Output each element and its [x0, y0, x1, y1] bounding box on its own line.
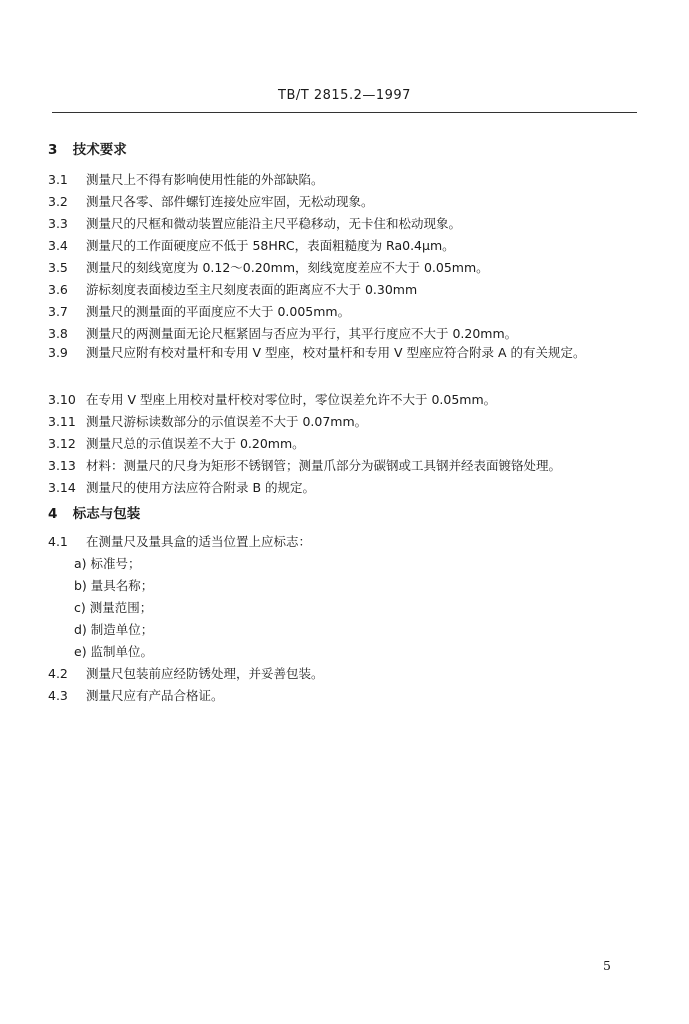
clause-number: 3.13: [48, 458, 76, 473]
header-rule: [52, 112, 637, 113]
clause-4-1: [48, 532, 637, 550]
clause-3-8: [48, 324, 637, 342]
clause-text: 游标刻度表面棱边至主尺刻度表面的距离应不大于 0.30mm: [86, 282, 418, 297]
list-item: d) 制造单位；: [74, 622, 154, 637]
section-title: 技术要求: [72, 142, 127, 158]
clause-number: 3.7: [48, 304, 68, 319]
clause-text: 测量尺应附有校对量杆和专用 V 型座，校对量杆和专用 V 型座应符合附录 A 的有关规定。: [86, 345, 586, 360]
page-number: 5: [603, 958, 611, 973]
clause-number: 3.3: [48, 216, 68, 231]
clause-4-2: [48, 664, 637, 682]
list-item: a) 标准号；: [74, 556, 141, 571]
clause-number: 4.1: [48, 534, 68, 549]
section-number: 4: [48, 506, 58, 522]
clause-text: 在测量尺及量具盒的适当位置上应标志：: [86, 534, 312, 549]
clause-3-10: [48, 390, 637, 408]
clause-3-14: [48, 478, 637, 496]
clause-number: 4.2: [48, 666, 68, 681]
list-item: b) 量具名称；: [74, 578, 154, 593]
clause-text: 测量尺的两测量面无论尺框紧固与否应为平行，其平行度应不大于 0.20mm。: [86, 326, 518, 341]
clause-text: 测量尺包装前应经防锈处理，并妥善包装。: [86, 666, 324, 681]
clause-3-11: [48, 412, 637, 430]
clause-text: 测量尺的刻线宽度为 0.12～0.20mm，刻线宽度差应不大于 0.05mm。: [86, 260, 489, 275]
clause-number: 3.2: [48, 194, 68, 209]
clause-number: 3.8: [48, 326, 68, 341]
clause-3-2: [48, 192, 637, 210]
clause-3-3: [48, 214, 637, 232]
list-item: c) 测量范围；: [74, 600, 153, 615]
clause-text: 测量尺的尺框和微动装置应能沿主尺平稳移动，无卡住和松动现象。: [86, 216, 462, 231]
clause-text: 测量尺上不得有影响使用性能的外部缺陷。: [86, 172, 324, 187]
list-item: e) 监制单位。: [74, 644, 154, 659]
clause-text: 在专用 V 型座上用校对量杆校对零位时，零位误差允许不大于 0.05mm。: [86, 392, 497, 407]
clause-number: 3.4: [48, 238, 68, 253]
clause-text: 测量尺的使用方法应符合附录 B 的规定。: [86, 480, 316, 495]
clause-number: 3.14: [48, 480, 76, 495]
clause-text: 测量尺各零、部件螺钉连接处应牢固，无松动现象。: [86, 194, 374, 209]
clause-text: 材料：测量尺的尺身为矩形不锈钢管；测量爪部分为碳钢或工具钢并经表面镀铬处理。: [86, 458, 562, 473]
clause-number: 4.3: [48, 688, 68, 703]
section-number: 3: [48, 142, 58, 158]
clause-number: 3.6: [48, 282, 68, 297]
clause-text: 测量尺应有产品合格证。: [86, 688, 224, 703]
clause-number: 3.12: [48, 436, 76, 451]
section-4-heading: [48, 502, 140, 522]
clause-3-5: [48, 258, 637, 276]
clause-3-6: [48, 280, 637, 298]
clause-number: 3.10: [48, 392, 76, 407]
clause-3-12: [48, 434, 637, 452]
clause-number: 3.11: [48, 414, 76, 429]
clause-text: 测量尺的工作面硬度应不低于 58HRC，表面粗糙度为 Ra0.4μm。: [86, 238, 455, 253]
clause-number: 3.9: [48, 345, 68, 360]
clause-4-3: [48, 686, 637, 704]
clause-text: 测量尺总的示值误差不大于 0.20mm。: [86, 436, 305, 451]
page-header: TB/T 2815.2—1997: [278, 88, 411, 103]
clause-3-4: [48, 236, 637, 254]
clause-3-1: [48, 170, 637, 188]
section-3-heading: [48, 138, 127, 158]
clause-number: 3.5: [48, 260, 68, 275]
clause-3-13: [48, 456, 637, 474]
clause-number: 3.1: [48, 172, 68, 187]
section-title: 标志与包装: [72, 506, 141, 522]
clause-3-7: [48, 302, 637, 320]
clause-text: 测量尺游标读数部分的示值误差不大于 0.07mm。: [86, 414, 368, 429]
clause-text: 测量尺的测量面的平面度应不大于 0.005mm。: [86, 304, 351, 319]
clause-3-9: [48, 342, 637, 364]
